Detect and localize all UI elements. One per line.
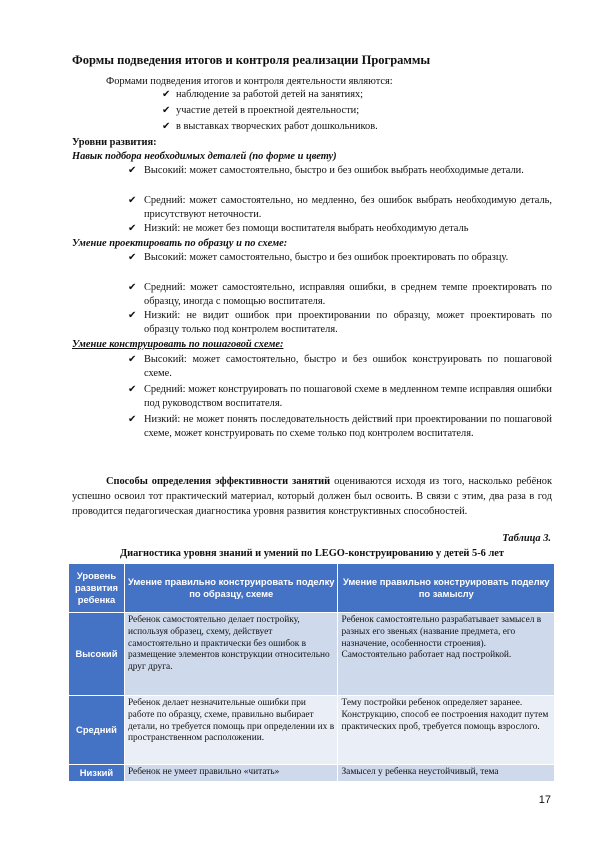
level-item: ✔ Низкий: не может без помощи воспитателя выбрать необходимую деталь — [128, 223, 469, 234]
levels-heading: Уровни развития: — [72, 137, 157, 148]
level-cell: Средний — [69, 696, 125, 765]
skill-title: Навык подбора необходимых деталей (по форме и цвету) — [72, 151, 337, 162]
checkmark-icon: ✔ — [128, 354, 137, 365]
level-cell: Низкий — [69, 765, 125, 782]
table-number: Таблица 3. — [502, 533, 551, 544]
checkmark-icon: ✔ — [162, 121, 171, 132]
checkmark-icon: ✔ — [128, 223, 137, 234]
table-header-row — [69, 564, 555, 613]
table-header-cell: Умение правильно конструировать поделку по образцу, схеме — [124, 564, 338, 613]
table-cell: Тему постройки ребенок определяет заранее. Конструкцию, способ ее построения находит путем практических проб, требуется помощь взрослого. — [338, 696, 555, 765]
table-header-cell: Уровень развития ребенка — [69, 564, 125, 613]
list-item: ✔ наблюдение за работой детей на занятиях; — [162, 89, 364, 100]
table-cell: Ребенок самостоятельно делает постройку, используя образец, схему, действует самостоятельно и практически без ошибок в размещение элементов конструкции относительно друг друга. — [124, 613, 338, 696]
checkmark-icon: ✔ — [128, 282, 137, 293]
table-row — [69, 696, 555, 765]
effectiveness-paragraph: Способы определения эффективности занятий оцениваются исходя из того, насколько ребёнок успешно освоил тот практический материал, который должен был освоить. В связи с этим, два раза в год проводится педагогическая диагностика уровня развития конструктивных способностей. — [72, 476, 552, 517]
skill-title: Умение конструировать по пошаговой схеме: — [72, 339, 284, 350]
section-heading: Формы подведения итогов и контроля реализации Программы — [72, 53, 431, 67]
checkmark-icon: ✔ — [128, 165, 137, 176]
level-item: ✔ Средний: может самостоятельно, исправляя ошибки, в среднем темпе проектировать по образцу, иногда с помощью воспитателя. — [128, 282, 552, 307]
level-item: ✔ Средний: может самостоятельно, но медленно, без ошибок выбрать необходимую деталь, присутствуют неточности. — [128, 195, 552, 220]
level-item: ✔ Высокий: может самостоятельно, быстро и без ошибок проектировать по образцу. — [128, 252, 509, 263]
skill-title: Умение проектировать по образцу и по схеме: — [72, 238, 288, 249]
checkmark-icon: ✔ — [128, 195, 137, 206]
level-item: ✔ Средний: может конструировать по пошаговой схеме в медленном темпе исправляя ошибки под руководством воспитателя. — [128, 384, 552, 409]
table-cell: Замысел у ребенка неустойчивый, тема — [338, 765, 555, 782]
list-item: ✔ в выставках творческих работ дошкольников. — [162, 121, 378, 132]
table-cell: Ребенок самостоятельно разрабатывает замысел в разных его звеньях (название предмета, его назначение, особенности строения). Самостоятельно работает над постройкой. — [338, 613, 555, 696]
checkmark-icon: ✔ — [128, 414, 137, 425]
intro-text: Формами подведения итогов и контроля деятельности являются: — [106, 76, 393, 87]
level-item: ✔ Низкий: не видит ошибок при проектировании по образцу, может проектировать по образцу только под контролем воспитателя. — [128, 310, 552, 335]
table-header-cell: Умение правильно конструировать поделку по замыслу — [338, 564, 555, 613]
list-item: ✔ участие детей в проектной деятельности; — [162, 105, 360, 116]
checkmark-icon: ✔ — [162, 89, 171, 100]
level-item: ✔ Низкий: не может понять последовательность действий при проектировании по пошаговой схеме, может конструировать по схеме только под контролем воспитателя. — [128, 414, 552, 439]
table-title: Диагностика уровня знаний и умений по LEGO-конструированию у детей 5-6 лет — [119, 548, 505, 559]
page-number: 17 — [538, 794, 551, 806]
checkmark-icon: ✔ — [128, 252, 137, 263]
level-cell: Высокий — [69, 613, 125, 696]
table-row — [69, 613, 555, 696]
level-item: ✔ Высокий: может самостоятельно, быстро и без ошибок выбрать необходимые детали. — [128, 165, 524, 176]
checkmark-icon: ✔ — [128, 384, 137, 395]
checkmark-icon: ✔ — [162, 105, 171, 116]
checkmark-icon: ✔ — [128, 310, 137, 321]
table-cell: Ребенок делает незначительные ошибки при работе по образцу, схеме, правильно выбирает детали, но требуется помощь при определении их в пространственном расположении. — [124, 696, 338, 765]
table-cell: Ребенок не умеет правильно «читать» — [124, 765, 338, 782]
diagnostics-table — [68, 563, 555, 782]
level-item: ✔ Высокий: может самостоятельно, быстро и без ошибок конструировать по пошаговой схеме. — [128, 354, 552, 379]
table-row — [69, 765, 555, 782]
